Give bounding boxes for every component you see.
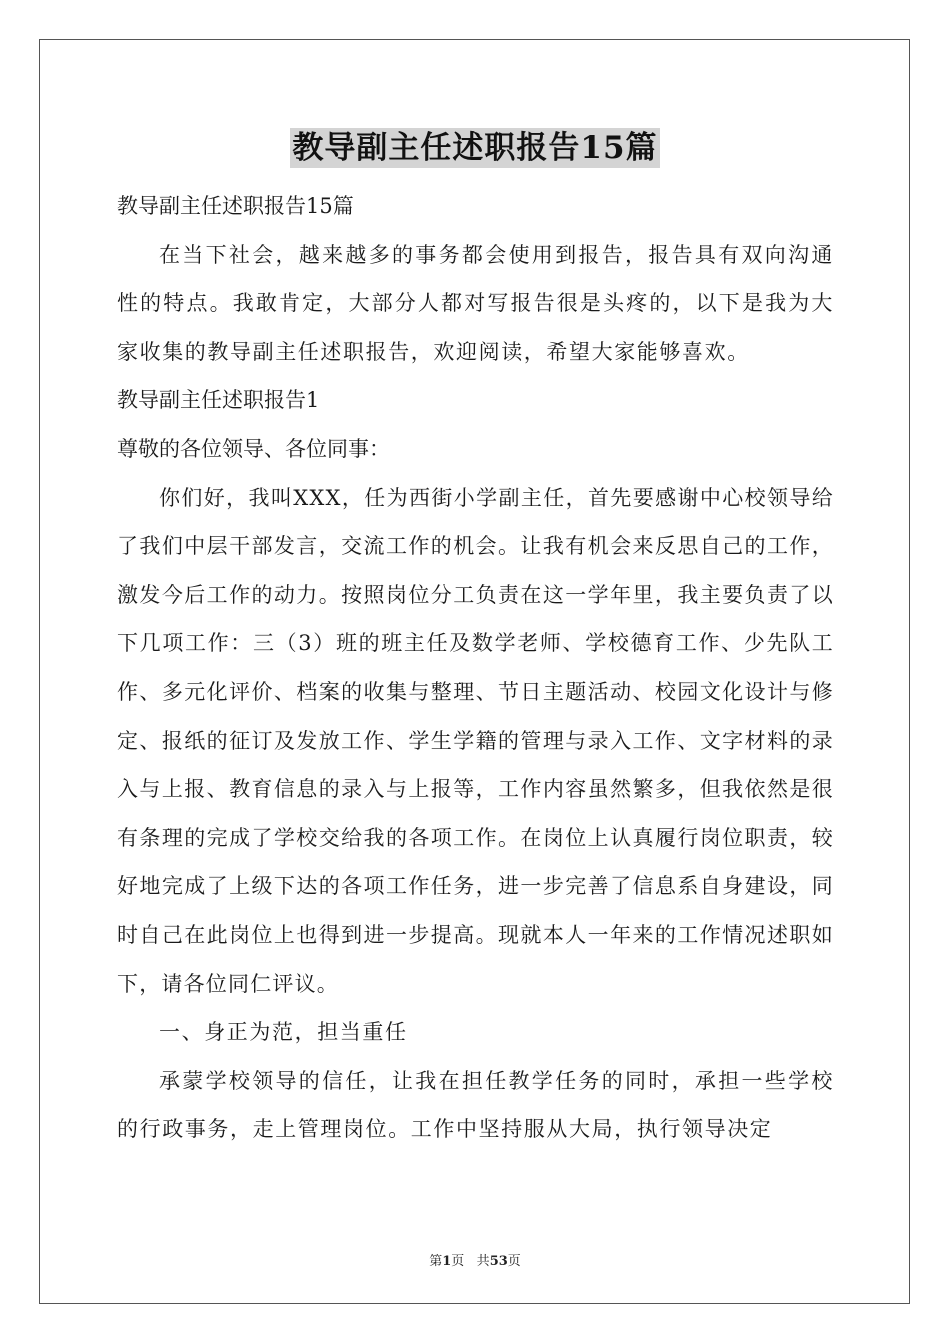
document-subtitle: 教导副主任述职报告15篇	[117, 194, 354, 218]
total-pages: 53	[489, 1254, 508, 1269]
page-prefix: 第	[429, 1254, 443, 1269]
document-body	[117, 182, 834, 1154]
title-container	[0, 128, 950, 168]
section-heading: 教导副主任述职报告1	[117, 388, 320, 413]
document-title: 教导副主任述职报告15篇	[292, 130, 658, 166]
page-suffix: 页	[451, 1254, 465, 1269]
subheading-1: 一、身正为范，担当重任	[159, 1020, 408, 1045]
total-prefix: 共	[476, 1254, 490, 1269]
page-footer	[0, 1250, 950, 1269]
page-number: 1	[442, 1254, 452, 1269]
body-paragraph-1: 你们好，我叫XXX，任为西街小学副主任，首先要感谢中心校领导给了我们中层干部发言，交流工作的机会。让我有机会来反思自己的工作，激发今后工作的动力。按照岗位分工负责在这一学年里，我主要负责了以下几项工作：三（3）班的班主任及数学老师、学校德育工作、少先队工作、多元化评价、档案的收集与整理、节日主题活动、校园文化设计与修定、报纸的征订及发放工作、学生学籍的管理与录入工作、文字材料的录入与上报、教育信息的录入与上报等，工作内容虽然繁多，但我依然是很有条理的完成了学校交给我的各项工作。在岗位上认真履行岗位职责，较好地完成了上级下达的各项工作任务，进一步完善了信息系自身建设，同时自己在此岗位上也得到进一步提高。现就本人一年来的工作情况述职如下，请各位同仁评议。	[117, 485, 834, 996]
total-suffix: 页	[507, 1254, 521, 1269]
salutation: 尊敬的各位领导、各位同事：	[117, 436, 390, 461]
intro-paragraph: 在当下社会，越来越多的事务都会使用到报告，报告具有双向沟通性的特点。我敢肯定，大部分人都对写报告很是头疼的，以下是我为大家收集的教导副主任述职报告，欢迎阅读，希望大家能够喜欢。	[117, 242, 834, 364]
body-paragraph-2: 承蒙学校领导的信任，让我在担任教学任务的同时，承担一些学校的行政事务，走上管理岗位。工作中坚持服从大局，执行领导决定	[117, 1068, 834, 1142]
